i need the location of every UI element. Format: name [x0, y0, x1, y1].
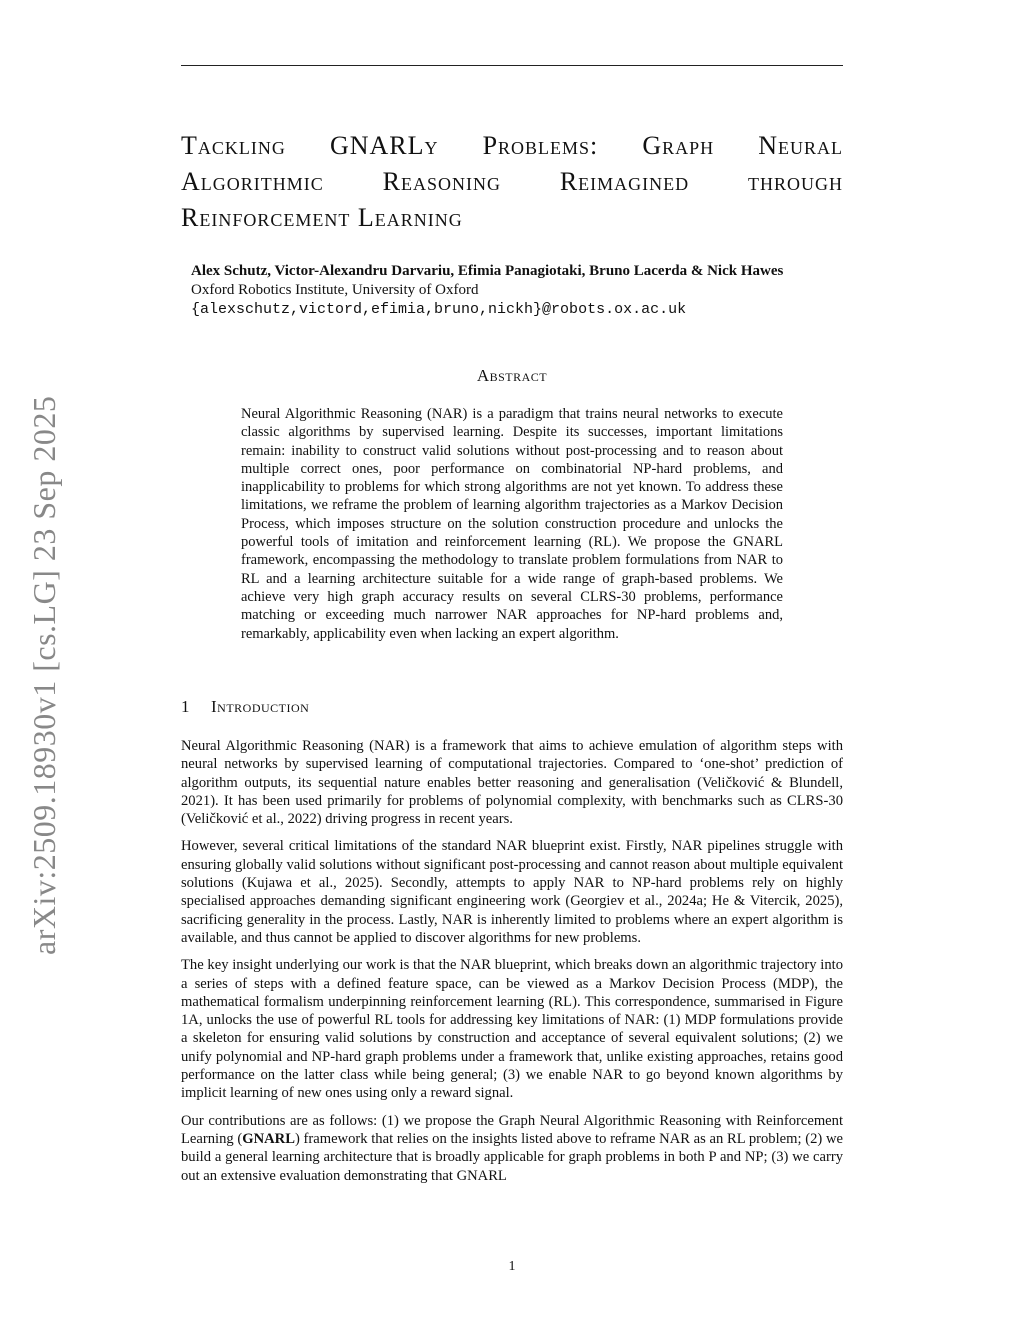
title-line: Algorithmic Reasoning Reimagined through [181, 167, 843, 196]
paragraph: However, several critical limitations of the standard NAR blueprint exist. Firstly, NAR pipelines struggle with ensuring globally valid solutions without significant post-processing and cannot reason about multiple equivalent solutions (Kujawa et al., 2025). Secondly, attempts to apply NAR to NP-hard problems rely on highly specialised approaches demanding significant engineering work (Georgiev et al., 2024a; He & Vitercik, 2025), sacrificing generality in the process. Lastly, NAR is inherently limited to problems where an expert algorithm is available, and thus cannot be applied to discover algorithms for new problems. [181, 838, 843, 946]
contrib-text: Our contributions are as follows: (1) we propose the Graph Neural Algorithmic Reasoning with Reinforcement Learning ( [181, 1112, 843, 1147]
author-block [191, 262, 783, 319]
paragraph: Neural Algorithmic Reasoning (NAR) is a framework that aims to achieve emulation of algorithm steps with neural networks by supervised learning of computational trajectories. Compared to ‘one-shot’ prediction of algorithm outputs, its sequential nature enables better reasoning and generalisation (Veličković & Blundell, 2021). It has been used primarily for problems of polynomial complexity, with benchmarks such as CLRS-30 (Veličković et al., 2022) driving progress in recent years. [181, 738, 843, 828]
contrib-bold: GNARL [242, 1130, 295, 1147]
affiliation: Oxford Robotics Institute, University of Oxford [191, 282, 479, 298]
section-title: Introduction [211, 697, 310, 716]
paragraph: The key insight underlying our work is that the NAR blueprint, which breaks down an algorithmic trajectory into a series of steps with a defined feature space, can be viewed as a Markov Decision Process (MDP), the mathematical formalism underpinning reinforcement learning (RL). This correspondence, summarised in Figure 1A, unlocks the use of powerful RL tools for addressing key limitations of NAR: (1) MDP formulations provide a skeleton for ensuring valid solutions by construction and acceptance of several equivalent solutions; (2) we unify polynomial and NP-hard graph problems under a framework that, unlike existing approaches, retains good performance on the latter class while being general; (3) we enable NAR to go beyond known algorithms by implicit learning of new ones using only a reward signal. [181, 957, 843, 1102]
paper-title [181, 128, 843, 236]
title-line: Tackling GNARLy Problems: Graph Neural [181, 131, 843, 160]
author-emails: {alexschutz,victord,efimia,bruno,nickh}@robots.ox.ac.uk [191, 301, 687, 318]
paragraph [181, 1112, 843, 1185]
page-number: 1 [508, 1259, 516, 1274]
contrib-text: ) framework that relies on the insights listed above to reframe NAR as an RL problem; (2) we build a general learning architecture that is broadly applicable for graph problems in both P and NP; (3) we carry out an extensive evaluation demonstrating that GNARL [181, 1130, 843, 1184]
author-names: Alex Schutz, Victor-Alexandru Darvariu, Efimia Panagiotaki, Bruno Lacerda & Nick Hawes [191, 263, 784, 279]
abstract-text: Neural Algorithmic Reasoning (NAR) is a paradigm that trains neural networks to execute classic algorithms by supervised learning. Despite its successes, important limitations remain: inability to construct valid solutions without post-processing and to reason about multiple correct ones, poor performance on combinatorial NP-hard problems, and inapplicability to problems for which strong algorithms are not yet known. To address these limitations, we reframe the problem of learning algorithm trajectories as a Markov Decision Process, which imposes structure on the solution construction procedure and unlocks the powerful tools of imitation and reinforcement learning (RL). We propose the GNARL framework, encompassing the methodology to translate problem formulations from NAR to RL and a learning architecture suitable for a wide range of graph-based problems. We achieve very high graph accuracy results on several CLRS-30 problems, performance matching or exceeding much narrower NAR approaches for NP-hard problems and, remarkably, applicability even when lacking an expert algorithm. [241, 406, 783, 642]
arxiv-sidebar-id: arXiv:2509.18930v1 [cs.LG] 23 Sep 2025 [26, 395, 62, 955]
section-number: 1 [181, 697, 190, 716]
section-heading [181, 697, 309, 717]
top-rule [181, 65, 843, 66]
title-line: Reinforcement Learning [181, 203, 463, 232]
abstract-heading: Abstract [476, 366, 548, 385]
section-body [181, 737, 843, 1194]
